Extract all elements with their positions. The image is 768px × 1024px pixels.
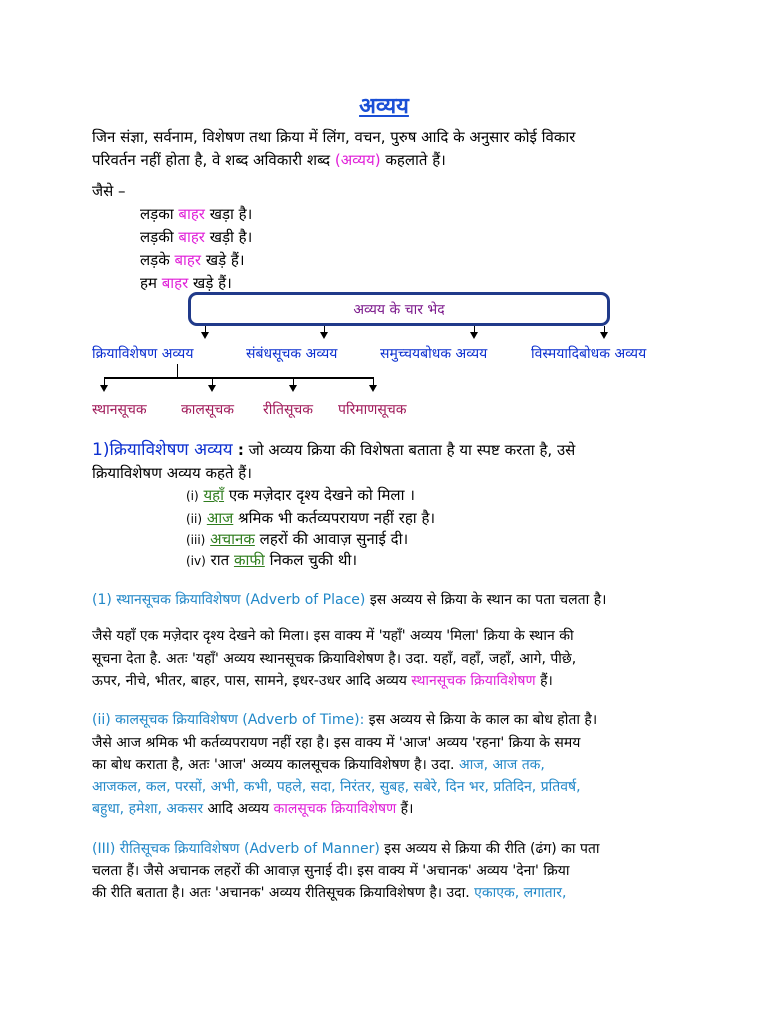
- category-samuchchaybodhak: समुच्चयबोधक अव्यय: [380, 346, 488, 362]
- example-highlight: बाहर: [178, 205, 205, 223]
- subcategory-kaal: कालसूचक: [181, 402, 234, 418]
- time-heading: (ii) कालसूचक क्रियाविशेषण (Adverb of Time):: [92, 712, 365, 728]
- place-heading-text: इस अव्यय से क्रिया के स्थान का पता चलता है।: [365, 592, 607, 608]
- example-text: लड़का: [140, 205, 179, 223]
- item-number: (i): [186, 489, 199, 503]
- time-line-2: [92, 754, 545, 777]
- arrow-down-icon: [208, 385, 216, 392]
- intro-text-end: कहलाते हैं।: [380, 151, 446, 169]
- time-text-end: हैं।: [396, 801, 414, 817]
- time-text: आदि अव्यय: [203, 801, 274, 817]
- example-line: [140, 249, 245, 272]
- place-line-1: जैसे यहाँ एक मज़ेदार दृश्य देखने को मिला। इस वाक्य में 'यहाँ' अव्यय 'मिला' क्रिया के स्थान की: [92, 628, 574, 644]
- category-kriyavisheshan: क्रियाविशेषण अव्यय: [92, 346, 194, 362]
- example-highlight: बाहर: [178, 228, 205, 246]
- example-text: खड़ा है।: [204, 205, 253, 223]
- arrow-down-icon: [100, 385, 108, 392]
- example-highlight: बाहर: [174, 251, 202, 269]
- arrow-down-icon: [600, 332, 608, 339]
- subcategory-parimaan: परिमाणसूचक: [338, 402, 407, 418]
- place-highlight: स्थानसूचक क्रियाविशेषण: [411, 673, 536, 689]
- arrow-down-icon: [320, 332, 328, 339]
- page-title: अव्यय: [359, 94, 409, 119]
- time-line-3: आजकल, कल, परसों, अभी, कभी, पहले, सदा, निरंतर, सुबह, सबेरे, दिन भर, प्रतिदिन, प्रतिवर्ष,: [92, 779, 581, 795]
- manner-examples: एकाएक, लगातार,: [474, 885, 567, 901]
- subcategory-reeti: रीतिसूचक: [263, 402, 314, 418]
- place-heading: (1) स्थानसूचक क्रियाविशेषण (Adverb of Place): [92, 592, 366, 608]
- place-text: ऊपर, नीचे, भीतर, बाहर, पास, सामने, इधर-उधर आदि अव्यय: [92, 673, 412, 689]
- subcategory-sthan: स्थानसूचक: [92, 402, 147, 418]
- item-text: रात: [210, 551, 234, 569]
- heading-colon: :: [232, 441, 244, 459]
- example-highlight: बाहर: [161, 274, 189, 292]
- example-text: लड़के: [140, 251, 175, 269]
- time-heading-text: इस अव्यय से क्रिया के काल का बोध होता है।: [364, 712, 598, 728]
- intro-line-2: [92, 149, 446, 172]
- manner-line-2: [92, 882, 566, 905]
- place-line-2: सूचना देता है. अतः 'यहाँ' अव्यय स्थानसूचक क्रियाविशेषण है। उदा. यहाँ, वहाँ, जहाँ, आगे, पीछे,: [92, 651, 577, 667]
- example-text: हम: [140, 274, 162, 292]
- example-item: [186, 549, 357, 573]
- time-examples: बहुधा, हमेशा, अकसर: [92, 801, 204, 817]
- item-number: (iv): [186, 554, 206, 568]
- item-text: एक मज़ेदार दृश्य देखने को मिला ।: [224, 486, 415, 504]
- item-highlight: काफी: [233, 551, 265, 569]
- intro-line-1: जिन संज्ञा, सर्वनाम, विशेषण तथा क्रिया में लिंग, वचन, पुरुष आदि के अनुसार कोई विकार: [92, 128, 576, 146]
- example-item: [186, 484, 415, 508]
- arrow-down-icon: [289, 385, 297, 392]
- example-text: खड़े हैं।: [201, 251, 245, 269]
- manner-heading-text: इस अव्यय से क्रिया की रीति (ढंग) का पता: [379, 841, 600, 857]
- item-number: (ii): [186, 512, 203, 526]
- time-line-4: [92, 798, 413, 821]
- item-number: (iii): [186, 533, 206, 547]
- example-text: खड़ी है।: [204, 228, 253, 246]
- section1-line-1: [92, 439, 575, 462]
- example-text: लड़की: [140, 228, 179, 246]
- item-highlight: यहाँ: [203, 486, 225, 504]
- section1-line-2: क्रियाविशेषण अव्यय कहते हैं।: [92, 464, 252, 482]
- category-vismayadibodhak: विस्मयादिबोधक अव्यय: [531, 346, 647, 362]
- example-text: खड़े हैं।: [188, 274, 232, 292]
- examples-label: जैसे –: [92, 182, 126, 200]
- connector-line: [104, 377, 374, 379]
- place-line-3: [92, 670, 553, 693]
- time-heading-line: [92, 709, 597, 732]
- time-examples: आज, आज तक,: [458, 757, 545, 773]
- place-heading-line: [92, 589, 606, 612]
- arrow-down-icon: [201, 332, 209, 339]
- manner-line-1: चलता हैं। जैसे अचानक लहरों की आवाज़ सुनाई दी। इस वाक्य में 'अचानक' अव्यय 'देना' क्रिया: [92, 863, 570, 879]
- arrow-down-icon: [470, 332, 478, 339]
- example-line: [140, 226, 252, 249]
- time-highlight: कालसूचक क्रियाविशेषण: [273, 801, 397, 817]
- time-text: का बोध कराता है, अतः 'आज' अव्यय कालसूचक क्रियाविशेषण है। उदा.: [92, 757, 459, 773]
- item-text: श्रमिक भी कर्तव्यपरायण नहीं रहा है।: [233, 509, 436, 527]
- place-text-end: हैं।: [535, 673, 553, 689]
- category-sambandhsuchak: संबंधसूचक अव्यय: [246, 346, 338, 362]
- connector-line: [177, 364, 178, 378]
- arrow-down-icon: [369, 385, 377, 392]
- intro-highlight: (अव्यय): [334, 151, 381, 169]
- section-text: जो अव्यय क्रिया की विशेषता बताता है या स्पष्ट करता है, उसे: [243, 441, 576, 459]
- item-text: निकल चुकी थी।: [264, 551, 358, 569]
- time-line-1: जैसे आज श्रमिक भी कर्तव्यपरायण नहीं रहा है। इस वाक्य में 'आज' अव्यय 'रहना' क्रिया के समय: [92, 735, 581, 751]
- item-highlight: अचानक: [210, 530, 255, 548]
- item-highlight: आज: [206, 509, 234, 527]
- diagram-box-label: अव्यय के चार भेद: [353, 302, 445, 318]
- manner-heading: (III) रीतिसूचक क्रियाविशेषण (Adverb of Manner): [92, 841, 380, 857]
- example-line: [140, 203, 252, 226]
- item-text: लहरों की आवाज़ सुनाई दी।: [254, 530, 409, 548]
- section-heading: 1)क्रियाविशेषण अव्यय: [92, 440, 233, 460]
- manner-heading-line: [92, 838, 600, 861]
- intro-text: परिवर्तन नहीं होता है, वे शब्द अविकारी शब्द: [92, 151, 335, 169]
- manner-text: की रीति बताता है। अतः 'अचानक' अव्यय रीतिसूचक क्रियाविशेषण है। उदा.: [92, 885, 475, 901]
